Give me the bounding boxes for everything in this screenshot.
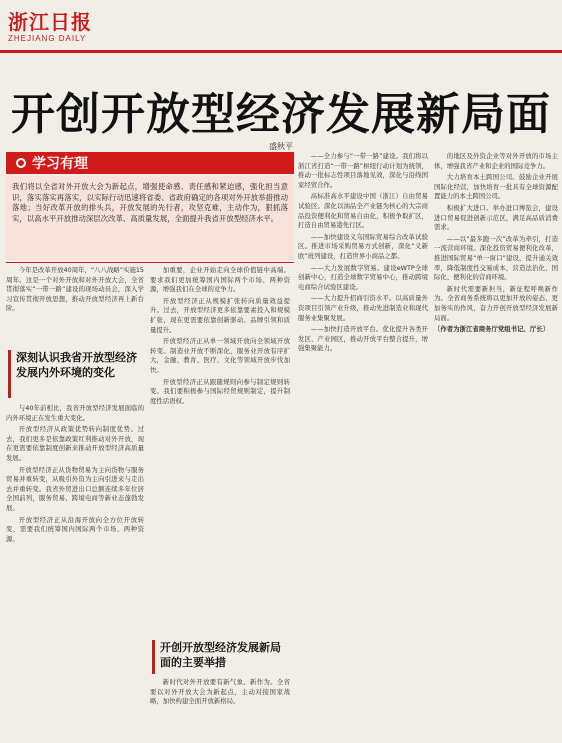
paragraph: 开放型经济正从沿海开放向全方位开放转变，需要我们统筹国内国际两个市场、两种资源。 xyxy=(6,515,144,543)
paragraph: 今年是改革开放40周年，“八八战略”实施15周年。这是一个对外开放和对外开放大会，全省贯彻落实“一带一路”建设的现场动员会，深入学习宣传贯彻开放思想，推动开放型经济再上新台阶。 xyxy=(6,266,144,313)
paragraph: 积极扩大进口。举办进口博览会，建设进口贸易促进创新示范区，满足高品质消费需求。 xyxy=(434,203,558,232)
paragraph: 开放型经济从政策优势转向制度优势。过去，我们更多是依靠政策红利推动对外开放，现在更需要依靠制度创新来推动开放型经济高质量发展。 xyxy=(6,425,144,462)
paragraph: ——加快建设义乌国际贸易综合改革试验区。推进市场采购贸易方式创新，深化“义新欧”班列建设，打造世界小商品之都。 xyxy=(298,232,428,260)
paragraph: 开放型经济正从货物贸易为主向货物与服务贸易并重转变，从吸引外资为主向引进来与走出去并重转变。我省外贸进出口总额连续多年位居全国前列，服务贸易、跨境电商等新业态蓬勃发展。 xyxy=(6,465,144,512)
paragraph: ——全力参与“一带一路”建设。我们将以浙江省打造“一带一路”枢纽行动计划为统领，推动一批标志性项目落地见效，深化与沿线国家经贸合作。 xyxy=(298,152,428,189)
paragraph: 与40年前相比，我省开放型经济发展面临的内外环境正在发生重大变化。 xyxy=(6,404,144,422)
masthead-name-en: ZHEJIANG DAILY xyxy=(8,34,87,43)
paragraph: ——以“最多跑一次”改革为牵引，打造一流营商环境。深化投资贸易便利化改革，推进国际贸易“单一窗口”建设，提升通关效率，降低制度性交易成本，营造法治化、国际化、便利化的营商环境。 xyxy=(434,234,558,282)
subhead-1: 深刻认识我省开放型经济发展内外环境的变化 xyxy=(8,350,142,398)
masthead-name: 浙江日报 xyxy=(8,10,92,34)
column-2-top xyxy=(150,266,290,636)
paragraph: ——加快打造开放平台。优化提升各类开发区、产业园区，推动开放平台整合提升，增强集聚能力。 xyxy=(298,325,428,353)
subhead-2: 开创开放型经济发展新局面的主要举措 xyxy=(152,640,288,674)
paragraph: 开放型经济正从单一领域开放向全领域开放转变。制造业开放不断深化，服务业开放有序扩大，金融、教育、医疗、文化等领域开放步伐加快。 xyxy=(150,337,290,374)
headline: 开创开放型经济发展新局面 xyxy=(11,89,551,140)
column-2-bottom xyxy=(150,678,290,740)
paragraph: ——大力提升招商引资水平。以高质量外资项目引领产业升级，推动先进制造业和现代服务业集聚发展。 xyxy=(298,294,428,322)
author-note: 〔作者为浙江省商务厅党组书记、厅长〕 xyxy=(434,325,550,334)
section-label xyxy=(6,152,294,174)
paragraph: 加重要，企业开始走向全球价值链中高端。要求我们更加统筹国内国际两个市场、两种资源，增强我们在全球的竞争力。 xyxy=(150,266,290,294)
paragraph: 高标准高水平建设中国（浙江）自由贸易试验区。深化以油品全产业链为核心的大宗商品投资便利化和贸易自由化，积极争取扩区，打造自由贸易港先行区。 xyxy=(298,192,428,230)
summary-box: 我们将以全省对外开放大会为新起点，增强使命感、责任感和紧迫感，强化担当意识，落实落实再落实，以实际行动迅速将省委、省政府确定的各项对外开放举措推动落地；当好改革开放的排头兵，开放发展的先行者，攻坚克难，主动作为，狠抓落实，以高水平开放推动深层次改革、高质量发展，全面提升我省开放型经济水平。 xyxy=(6,176,294,260)
paragraph: ——大力发展数字贸易。建设eWTP全球创新中心，打造全球数字贸易中心，推动跨境电商综合试验区建设。 xyxy=(298,263,428,291)
paragraph: 新时代需要新担当，新征程呼唤新作为。全省商务系统将以更加开放的姿态、更加务实的作风，奋力开创开放型经济发展新局面。 xyxy=(434,284,558,322)
column-3 xyxy=(298,152,428,740)
column-1-bottom xyxy=(6,404,144,740)
byline: 盛秋平 xyxy=(269,142,293,151)
column-1-top xyxy=(6,266,144,346)
paragraph: 开放型经济正从跟随规则向参与制定规则转变。我们要积极参与国际经贸规则制定，提升制度性话语权。 xyxy=(150,377,290,405)
circle-icon xyxy=(16,158,26,168)
paragraph: 的地区及外资企业等对外开放的市场主体，增强我省产业和企业的国际竞争力。 xyxy=(434,152,558,170)
section-label-text: 学习有理 xyxy=(32,156,88,172)
divider xyxy=(6,262,294,263)
column-4 xyxy=(434,152,558,740)
masthead xyxy=(8,10,118,43)
paragraph: 新时代对外开放要有新气象、新作为。全省要以对外开放大会为新起点，主动对接国家战略，加快构建全面开放新格局。 xyxy=(150,678,290,706)
paragraph: 开放型经济正从规模扩张转向质量效益提升。过去，开放型经济更多依靠要素投入和规模扩张，现在更需要依靠创新驱动、品牌引领和质量提升。 xyxy=(150,296,290,334)
paragraph: 大力培育本土跨国公司。鼓励企业开展国际化经营，加快培育一批具有全球资源配置能力的本土跨国公司。 xyxy=(434,173,558,201)
top-rule xyxy=(0,50,562,53)
